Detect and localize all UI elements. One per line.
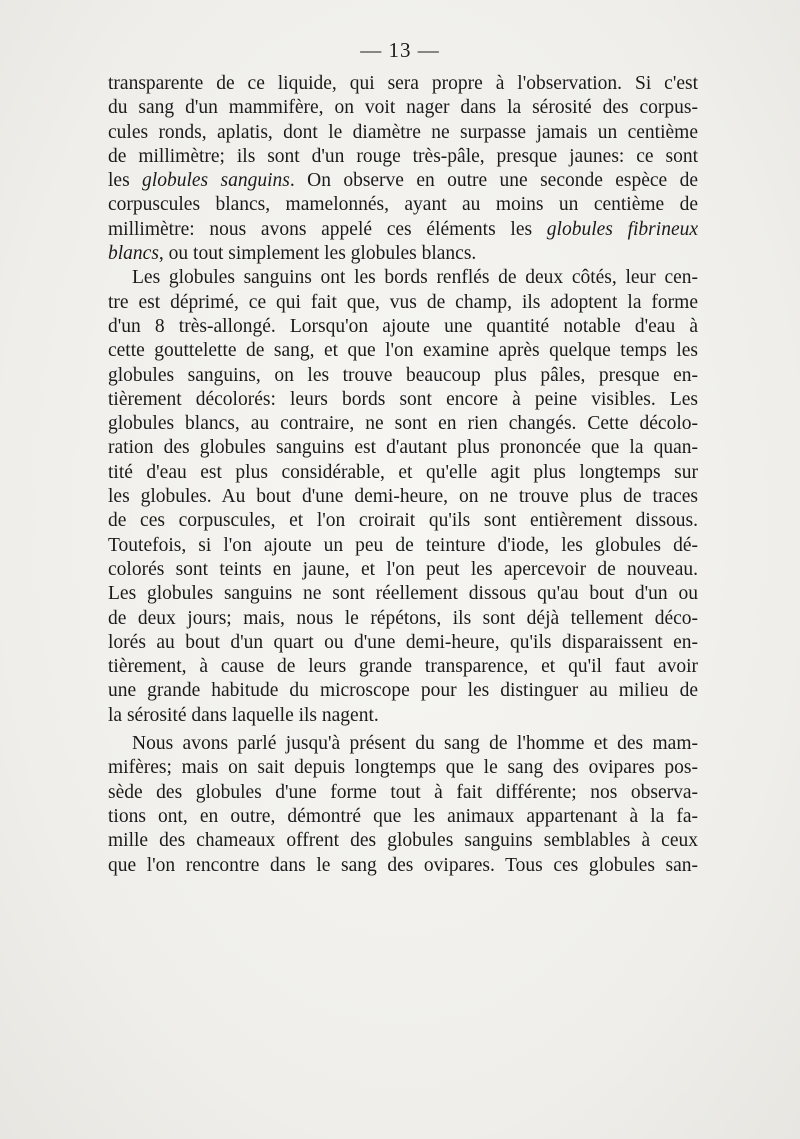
text-line: Nous avons parlé jusqu'à présent du sang de l'homme et des mam- [132, 733, 698, 755]
text-line: transparente de ce liquide, qui sera propre à l'observation. Si c'est [108, 73, 698, 94]
text-line: les globules. Au bout d'une demi-heure, on ne trouve plus de traces [108, 486, 698, 508]
page-number: — 13 — [360, 38, 440, 62]
text-line: mifères; mais on sait depuis longtemps que le sang des ovipares pos- [108, 757, 698, 779]
text-line: globules blancs, au contraire, ne sont en rien changés. Cette décolo- [108, 413, 698, 435]
text-line: de millimètre; ils sont d'un rouge très-pâle, presque jaunes: ce sont [108, 145, 698, 167]
text-line: la sérosité dans laquelle ils nagent. [108, 704, 379, 726]
text-line: lorés au bout d'un quart ou d'une demi-heure, qu'ils disparaissent en- [108, 631, 698, 653]
text-line: ration des globules sanguins est d'autant plus prononcée que la quan- [108, 437, 698, 459]
text-line: d'un 8 très-allongé. Lorsqu'on ajoute une quantité notable d'eau à [108, 315, 698, 337]
paragraph-2 [108, 266, 698, 728]
text-line: une grande habitude du microscope pour les distinguer au milieu de [108, 680, 698, 702]
text-line: tre est déprimé, ce qui fait que, vus de champ, ils adoptent la forme [108, 291, 698, 313]
text-line: tièrement décolorés: leurs bords sont encore à peine visibles. Les [108, 388, 698, 410]
text-line: tions ont, en outre, démontré que les animaux appartenant à la fa- [108, 805, 698, 827]
body-text [108, 72, 698, 878]
paragraph-1 [108, 72, 698, 266]
text-line: du sang d'un mammifère, on voit nager dans la sérosité des corpus- [108, 97, 698, 119]
text-line: les globules sanguins. On observe en outre une seconde espèce de [108, 170, 698, 192]
text-line: Les globules sanguins ont les bords renflés de deux côtés, leur cen- [132, 267, 698, 289]
paragraph-3 [108, 732, 698, 878]
text-line: colorés sont teints en jaune, et l'on peut les apercevoir de nouveau. [108, 558, 698, 580]
text-line: corpuscules blancs, mamelonnés, ayant au moins un centième de [108, 194, 698, 216]
text-line: sède des globules d'une forme tout à fait différente; nos observa- [108, 781, 698, 803]
text-line: cette gouttelette de sang, et que l'on examine après quelque temps les [108, 340, 698, 362]
text-line: de deux jours; mais, nous le répétons, ils sont déjà tellement déco- [108, 607, 698, 629]
text-line: blancs, ou tout simplement les globules blancs. [108, 243, 477, 265]
text-line: que l'on rencontre dans le sang des ovipares. Tous ces globules san- [108, 854, 698, 876]
text-line: tièrement, à cause de leurs grande transparence, et qu'il faut avoir [108, 656, 698, 678]
text-line: de ces corpuscules, et l'on croirait qu'ils sont entièrement dissous. [108, 510, 698, 532]
text-line: Toutefois, si l'on ajoute un peu de teinture d'iode, les globules dé- [108, 534, 698, 556]
text-line: millimètre: nous avons appelé ces éléments les globules fibrineux [108, 218, 699, 240]
text-line: mille des chameaux offrent des globules sanguins semblables à ceux [108, 830, 698, 852]
text-line: globules sanguins, on les trouve beaucoup plus pâles, presque en- [108, 364, 698, 386]
text-line: tité d'eau est plus considérable, et qu'elle agit plus longtemps sur [108, 461, 698, 483]
text-line: cules ronds, aplatis, dont le diamètre ne surpasse jamais un centième [108, 121, 698, 143]
text-line: Les globules sanguins ne sont réellement dissous qu'au bout d'un ou [108, 583, 698, 605]
